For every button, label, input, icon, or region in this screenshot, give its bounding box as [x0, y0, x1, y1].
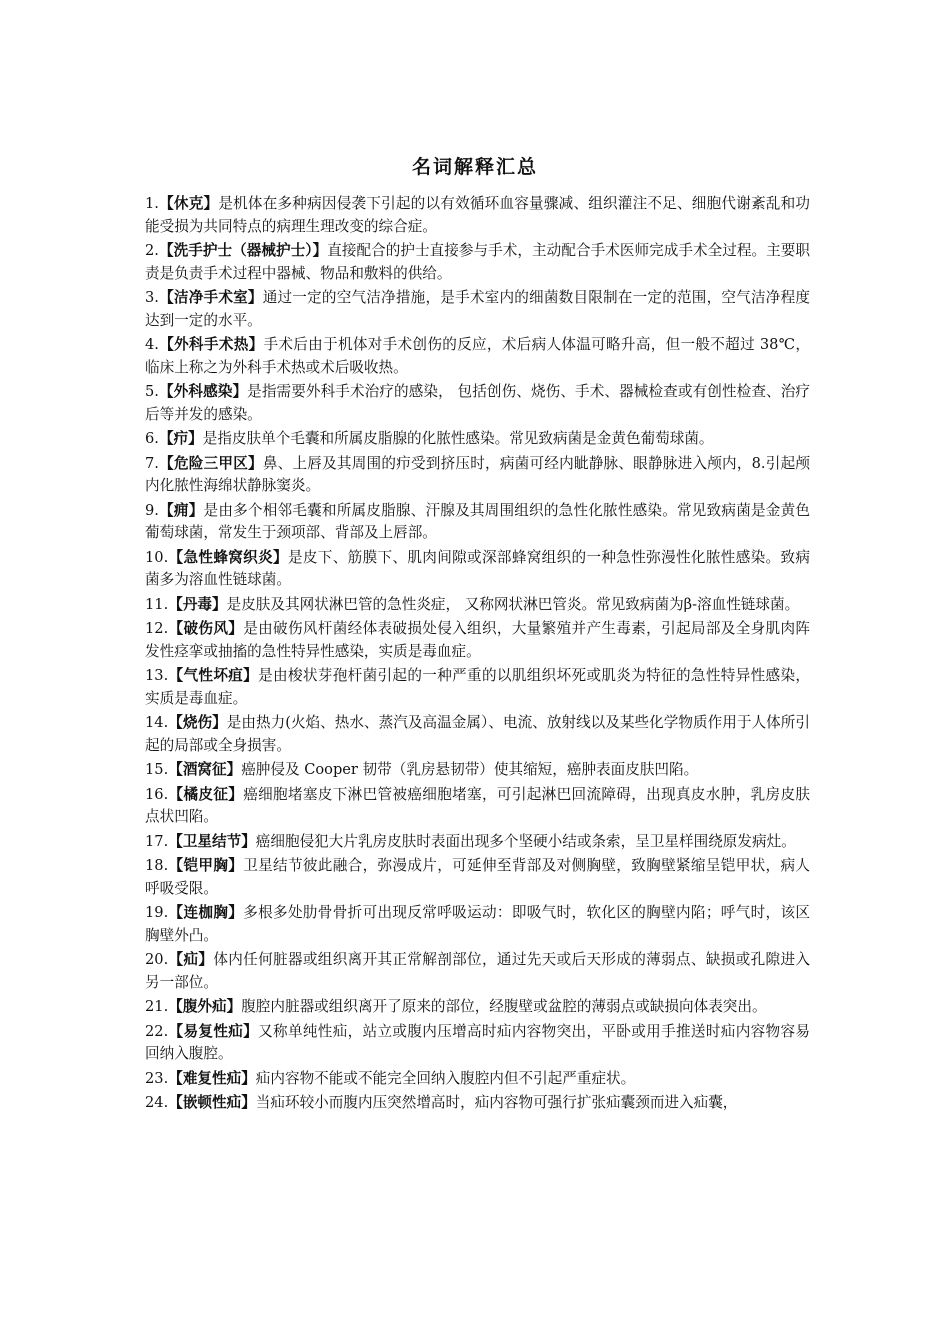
definition-entry — [145, 1068, 810, 1091]
entry-number: 1. — [145, 195, 159, 212]
entry-number: 12. — [145, 620, 169, 637]
definition-entry — [145, 949, 810, 994]
entry-term: 【气性坏疽】 — [168, 667, 259, 684]
entry-definition: 是由梭状芽孢杆菌引起的一种严重的以肌组织坏死或肌炎为特征的急性特异性感染，实质是毒血症。 — [145, 667, 810, 707]
entry-definition: 多根多处肋骨骨折可出现反常呼吸运动：即吸气时，软化区的胸壁内陷；呼气时，该区胸壁外凸。 — [145, 904, 810, 944]
entry-term: 【痈】 — [158, 501, 204, 519]
definition-entry — [145, 665, 810, 710]
entry-definition: 鼻、上唇及其周围的疖受到挤压时，病菌可经内眦静脉、眼静脉进入颅内，8.引起颅内化脓性海绵状静脉窦炎。 — [145, 454, 810, 494]
entry-term: 【急性蜂窝织炎】 — [168, 548, 288, 566]
page-title: 名词解释汇总 — [411, 156, 538, 178]
definition-entry — [145, 500, 810, 545]
entry-number: 10. — [145, 548, 169, 566]
definition-entry — [145, 193, 810, 238]
entry-number: 18. — [145, 857, 169, 874]
entry-definition: 又称单纯性疝，站立或腹内压增高时疝内容物突出，平卧或用手推送时疝内容物容易回纳入腹腔。 — [145, 1022, 810, 1062]
entry-number: 20. — [145, 951, 169, 968]
entry-term: 【疝】 — [168, 951, 214, 968]
definition-entry — [145, 287, 810, 332]
entry-number: 21. — [145, 998, 169, 1015]
entry-term: 【洗手护士（器械护士）】 — [158, 242, 328, 259]
entry-term: 【连枷胸】 — [168, 904, 244, 921]
entry-definition: 是指需要外科手术治疗的感染， 包括创伤、烧伤、手术、器械检查或有创性检查、治疗后等并发的感染。 — [145, 383, 810, 423]
entry-term: 【丹毒】 — [168, 595, 227, 613]
definition-entry — [145, 1092, 810, 1115]
entry-definition: 是由热力(火焰、热水、蒸汽及高温金属）、电流、放射线以及某些化学物质作用于人体所引起的局部或全身损害。 — [145, 714, 810, 754]
entry-definition: 直接配合的护士直接参与手术，主动配合手术医师完成手术全过程。主要职责是负责手术过程中器械、物品和敷料的供给。 — [145, 242, 810, 282]
definition-entry — [145, 428, 810, 451]
entry-definition: 癌肿侵及 Cooper 韧带（乳房悬韧带）使其缩短，癌肿表面皮肤凹陷。 — [241, 761, 699, 778]
definition-entry — [145, 240, 810, 285]
definition-list — [145, 193, 810, 1117]
entry-definition: 癌细胞堵塞皮下淋巴管被癌细胞堵塞，可引起淋巴回流障碍，出现真皮水肿，乳房皮肤点状凹陷。 — [145, 785, 810, 825]
entry-term: 【铠甲胸】 — [168, 857, 244, 874]
entry-term: 【易复性疝】 — [168, 1022, 259, 1040]
entry-term: 【疖】 — [158, 430, 203, 447]
definition-entry — [145, 618, 810, 663]
entry-number: 5. — [145, 383, 159, 400]
definition-entry — [145, 453, 810, 498]
entry-term: 【洁净手术室】 — [158, 289, 263, 306]
entry-number: 3. — [145, 289, 159, 306]
entry-term: 【破伤风】 — [168, 620, 244, 637]
entry-definition: 是指皮肤单个毛囊和所属皮脂腺的化脓性感染。常见致病菌是金黄色葡萄球菌。 — [202, 430, 714, 447]
entry-number: 2. — [145, 242, 159, 259]
definition-entry — [145, 759, 810, 782]
entry-term: 【卫星结节】 — [168, 832, 256, 850]
entry-number: 16. — [145, 785, 169, 803]
definition-entry — [145, 547, 810, 592]
entry-definition: 是由多个相邻毛囊和所属皮脂腺、汗腺及其周围组织的急性化脓性感染。常见致病菌是金黄色葡萄球菌，常发生于颈项部、背部及上唇部。 — [145, 501, 810, 541]
entry-term: 【外科手术热】 — [158, 336, 264, 353]
entry-number: 9. — [145, 501, 159, 519]
entry-definition: 疝内容物不能或不能完全回纳入腹腔内但不引起严重症状。 — [255, 1069, 636, 1087]
definition-entry — [145, 996, 810, 1019]
definition-entry — [145, 594, 810, 617]
entry-definition: 是机体在多种病因侵袭下引起的以有效循环血容量骤减、组织灌注不足、细胞代谢紊乱和功能受损为共同特点的病理生理改变的综合症。 — [145, 195, 810, 235]
entry-definition: 是皮下、筋膜下、肌肉间隙或深部蜂窝组织的一种急性弥漫性化脓性感染。致病菌多为溶血性链球菌。 — [145, 548, 810, 588]
entry-number: 23. — [145, 1069, 169, 1087]
entry-term: 【腹外疝】 — [168, 998, 242, 1015]
entry-number: 15. — [145, 761, 169, 778]
definition-entry — [145, 381, 810, 426]
definition-entry — [145, 712, 810, 757]
entry-definition: 腹腔内脏器或组织离开了原来的部位，经腹壁或盆腔的薄弱点或缺损向体表突出。 — [241, 998, 767, 1015]
entry-number: 19. — [145, 904, 169, 921]
entry-number: 17. — [145, 832, 169, 850]
entry-number: 7. — [145, 454, 159, 472]
entry-definition: 是皮肤及其网状淋巴管的急性炎症， 又称网状淋巴管炎。常见致病菌为β-溶血性链球菌。 — [226, 595, 800, 613]
definition-entry — [145, 784, 810, 829]
entry-term: 【休克】 — [158, 195, 219, 212]
entry-number: 14. — [145, 714, 169, 731]
definition-entry — [145, 334, 810, 379]
entry-term: 【外科感染】 — [158, 383, 248, 400]
entry-term: 【嵌顿性疝】 — [168, 1094, 256, 1111]
entry-definition: 是由破伤风杆菌经体表破损处侵入组织，大量繁殖并产生毒素，引起局部及全身肌肉阵发性痉挛或抽搐的急性特异性感染，实质是毒血症。 — [145, 620, 810, 660]
entry-term: 【烧伤】 — [168, 714, 227, 731]
definition-entry — [145, 855, 810, 900]
entry-number: 13. — [145, 667, 169, 684]
entry-number: 24. — [145, 1094, 169, 1111]
entry-number: 11. — [145, 595, 169, 613]
entry-definition: 通过一定的空气洁净措施，是手术室内的细菌数目限制在一定的范围，空气洁净程度达到一定的水平。 — [145, 289, 810, 329]
entry-definition: 手术后由于机体对手术创伤的反应，术后病人体温可略升高，但一般不超过 38℃，临床上称之为外科手术热或术后吸收热。 — [145, 336, 810, 376]
entry-term: 【橘皮征】 — [168, 785, 244, 803]
definition-entry — [145, 1021, 810, 1066]
entry-term: 【危险三甲区】 — [158, 454, 263, 472]
entry-term: 【酒窝征】 — [168, 761, 242, 778]
entry-number: 6. — [145, 430, 159, 447]
entry-term: 【难复性疝】 — [168, 1069, 256, 1087]
entry-definition: 卫星结节彼此融合，弥漫成片，可延伸至背部及对侧胸壁，致胸壁紧缩呈铠甲状，病人呼吸受限。 — [145, 857, 810, 897]
entry-number: 4. — [145, 336, 159, 353]
definition-entry — [145, 831, 810, 854]
entry-definition: 癌细胞侵犯大片乳房皮肤时表面出现多个坚硬小结或条索，呈卫星样围绕原发病灶。 — [255, 832, 796, 850]
entry-definition: 当疝环较小而腹内压突然增高时，疝内容物可强行扩张疝囊颈而进入疝囊， — [255, 1094, 738, 1111]
entry-number: 22. — [145, 1022, 169, 1040]
definition-entry — [145, 902, 810, 947]
entry-definition: 体内任何脏器或组织离开其正常解剖部位，通过先天或后天形成的薄弱点、缺损或孔隙进入另一部位。 — [145, 951, 810, 991]
